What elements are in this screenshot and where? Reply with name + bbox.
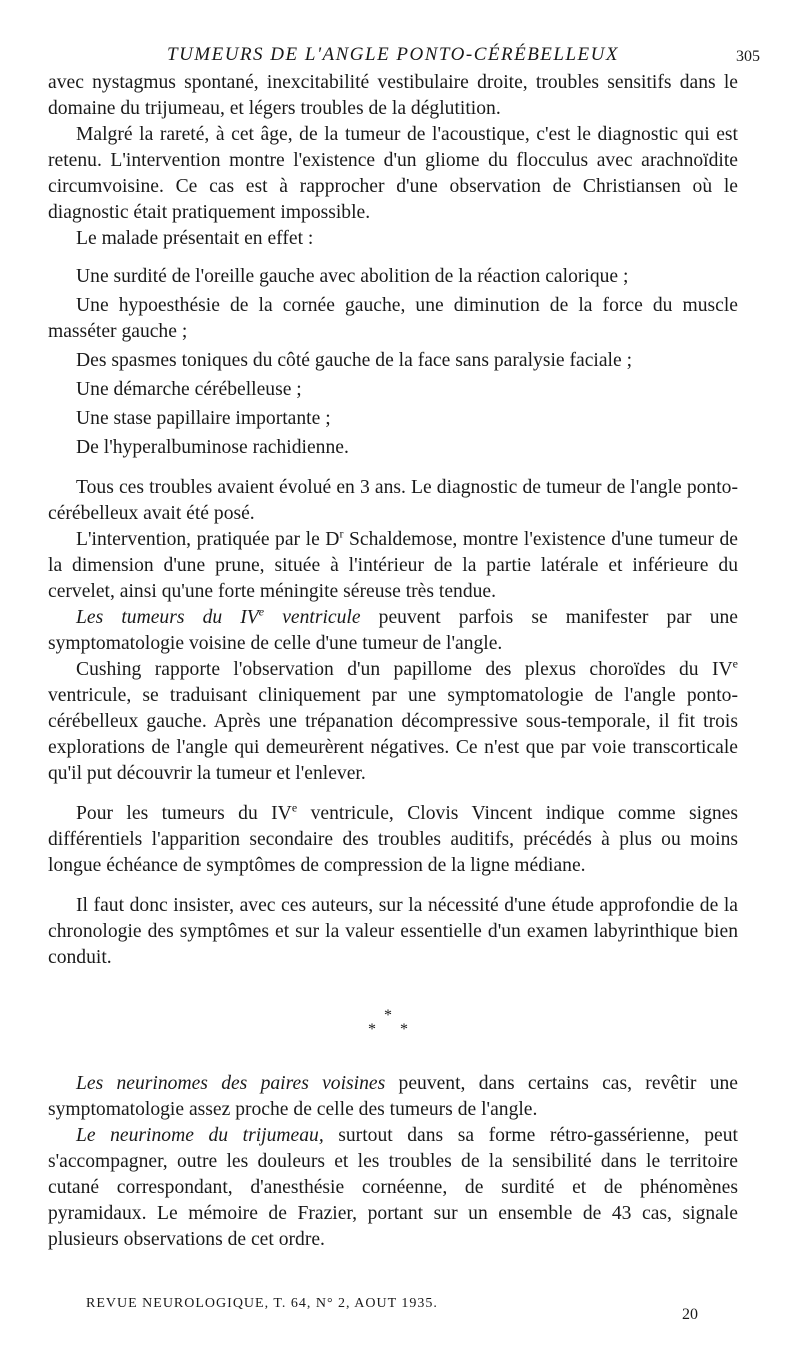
list-item: Des spasmes toniques du côté gauche de la face sans paralysie faciale ; [76, 350, 633, 371]
paragraph: avec nystagmus spontané, inexcitabilité vestibulaire droite, troubles sensitifs dans le domaine du trijumeau, et légers troubles de la déglutition. [48, 72, 738, 119]
list-item: Une hypoesthésie de la cornée gauche, une diminution de la force du muscle masséter gauche ; [48, 295, 738, 342]
running-title: TUMEURS DE L'ANGLE PONTO-CÉRÉBELLEUX [167, 44, 619, 65]
running-header [48, 40, 760, 70]
list-item: De l'hyperalbuminose rachidienne. [76, 437, 349, 458]
list-item: Une stase papillaire importante ; [76, 408, 331, 429]
section-heading-inline: Les neurinomes des paires voisines [76, 1073, 386, 1094]
symptom-list [48, 264, 738, 461]
paragraph: Le neurinome du trijumeau, surtout dans sa forme rétro-gassérienne, peut s'accompagner, outre les douleurs et les troubles de la sensibilité dans le territoire cutané correspondant, d'anesthésie cornéenne, de surdité et de phénomènes pyramidaux. Le mémoire de Frazier, portant sur un ensemble de 43 cas, signale plusieurs observations de cet ordre. [48, 1125, 738, 1250]
list-item: Une démarche cérébelleuse ; [76, 379, 302, 400]
asterisk-bottom: * * [368, 1021, 418, 1038]
paragraph: Cushing rapporte l'observation d'un papillome des plexus choroïdes du IVe ventricule, se traduisant cliniquement par une symptomatologie de l'angle ponto-cérébelleux gauche. Après une trépanation décompressive sous-temporale, il fit trois explorations de l'angle qui demeurèrent négatives. Ce n'est que par voie transcorticale qu'il put découvrir la tumeur et l'enlever. [48, 656, 738, 784]
paragraph: Pour les tumeurs du IVe ventricule, Clovis Vincent indique comme signes différentiels l'apparition secondaire des troubles auditifs, précédés à plus ou moins longue échéance de symptômes de compression de la ligne médiane. [48, 800, 738, 876]
paragraph: Les neurinomes des paires voisines peuvent, dans certains cas, revêtir une symptomatologie assez proche de celle des tumeurs de l'angle. [48, 1073, 738, 1120]
paragraph: L'intervention, pratiquée par le $D^r$ Schaldemose, montre l'existence d'une tumeur de la dimension d'une prune, située à l'intérieur de la partie latérale et inférieure du cervelet, ainsi qu'une forte méningite séreuse très tendue. [48, 526, 739, 602]
paragraph: Tous ces troubles avaient évolué en 3 ans. Le diagnostic de tumeur de l'angle ponto-cérébelleux avait été posé. [48, 477, 738, 524]
paragraph: Les tumeurs du IVe ventricule peuvent parfois se manifester par une symptomatologie voisine de celle d'une tumeur de l'angle. [48, 604, 738, 654]
paragraph: Il faut donc insister, avec ces auteurs, sur la nécessité d'une étude approfondie de la chronologie des symptômes et sur la valeur essentielle d'un examen labyrinthique bien conduit. [48, 895, 738, 968]
paragraph: Le malade présentait en effet : [76, 228, 314, 249]
section-heading-inline: Les tumeurs du IVe ventricule [76, 604, 361, 628]
page-footer [86, 1296, 738, 1323]
journal-citation: REVUE NEUROLOGIQUE, T. 64, N° 2, AOUT 1935. [86, 1296, 438, 1311]
section-heading-inline: Le neurinome du trijumeau, [76, 1125, 324, 1146]
signature-mark: 20 [682, 1306, 698, 1323]
section-separator [48, 1009, 738, 1037]
asterisk-top: * [384, 1007, 402, 1024]
body-text [48, 70, 738, 1253]
list-item: Une surdité de l'oreille gauche avec abolition de la réaction calorique ; [76, 266, 629, 287]
page-number: 305 [736, 48, 760, 65]
paragraph: Malgré la rareté, à cet âge, de la tumeur de l'acoustique, c'est le diagnostic qui est retenu. L'intervention montre l'existence d'un gliome du flocculus avec arachnoïdite circumvoisine. Ce cas est à rapprocher d'une observation de Christiansen où le diagnostic était pratiquement impossible. [48, 124, 738, 223]
